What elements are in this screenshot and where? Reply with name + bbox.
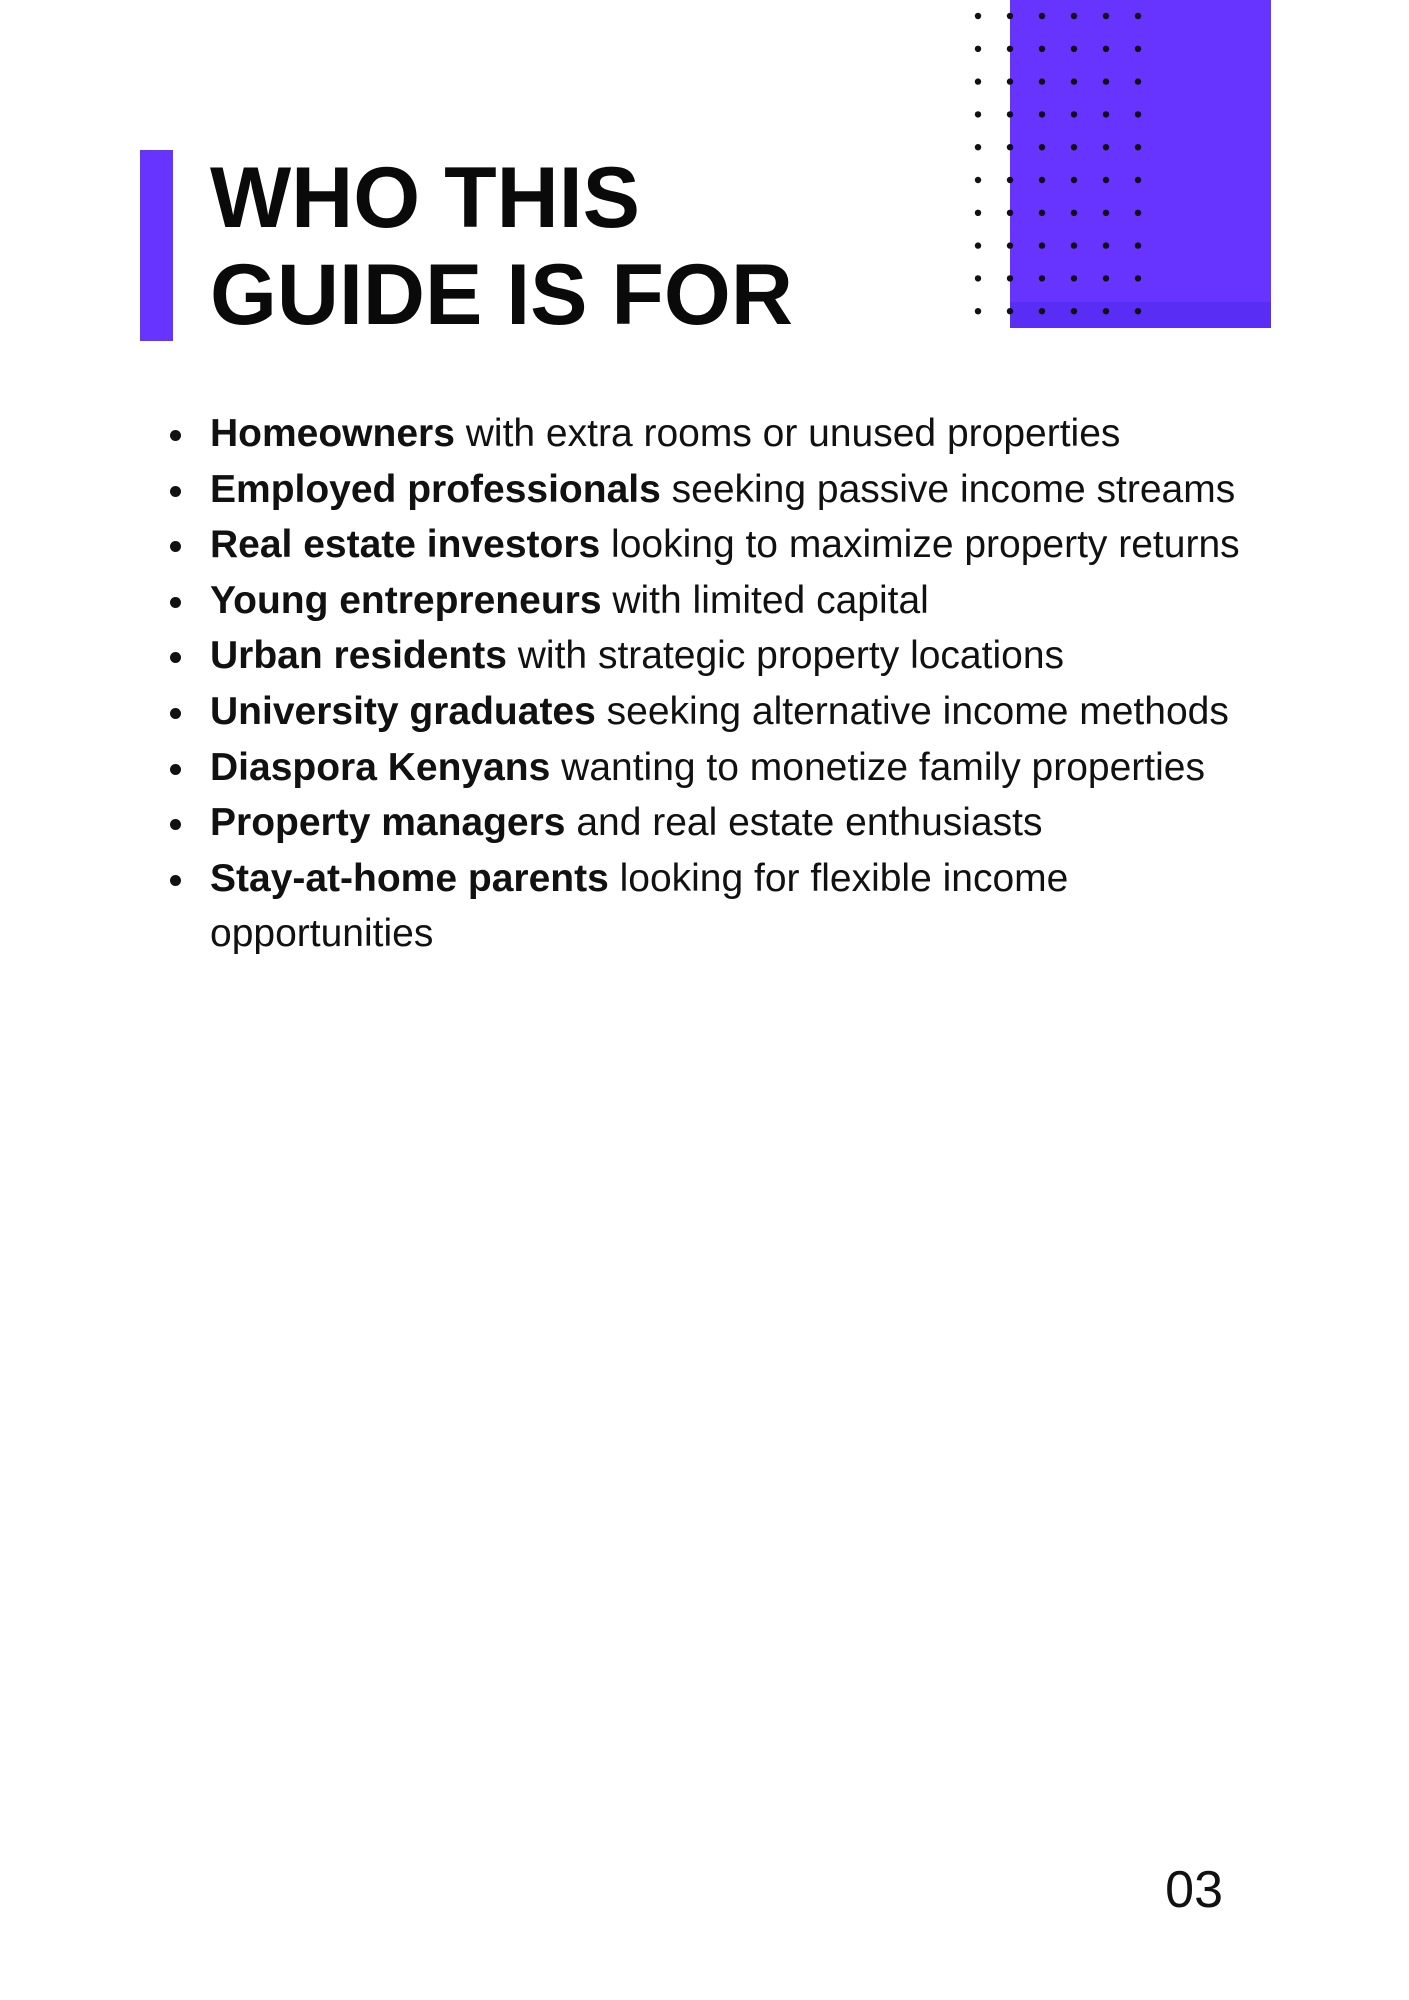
- grid-dot: [1071, 46, 1077, 52]
- grid-dot: [1135, 210, 1141, 216]
- list-item-bold: Urban residents: [210, 634, 507, 678]
- grid-dot: [1039, 13, 1045, 19]
- grid-dot: [1039, 210, 1045, 216]
- grid-dot: [1007, 308, 1013, 314]
- grid-dot: [1103, 13, 1109, 19]
- grid-dot: [1039, 275, 1045, 281]
- grid-dot: [1007, 242, 1013, 248]
- audience-list: [210, 406, 1340, 962]
- grid-dot: [1039, 144, 1045, 150]
- dot-grid-pattern: [972, 10, 1152, 322]
- list-item: [210, 573, 1340, 629]
- list-item-bold: Stay-at-home parents: [210, 856, 609, 900]
- grid-dot: [1007, 111, 1013, 117]
- list-item-text: with extra rooms or unused properties: [454, 412, 1121, 455]
- list-item-bold: University graduates: [210, 689, 596, 733]
- grid-dot: [1103, 210, 1109, 216]
- grid-dot: [1039, 46, 1045, 52]
- grid-dot: [1007, 210, 1013, 216]
- grid-dot: [1039, 78, 1045, 84]
- grid-dot: [1071, 275, 1077, 281]
- bullet-icon: [170, 819, 181, 830]
- list-item: [210, 684, 1340, 740]
- grid-dot: [1135, 177, 1141, 183]
- grid-dot: [975, 144, 981, 150]
- grid-dot: [1103, 242, 1109, 248]
- grid-dot: [975, 210, 981, 216]
- grid-dot: [1007, 144, 1013, 150]
- grid-dot: [975, 308, 981, 314]
- list-item: [210, 517, 1340, 573]
- list-item-bold: Employed professionals: [210, 467, 661, 511]
- grid-dot: [1007, 46, 1013, 52]
- grid-dot: [1039, 111, 1045, 117]
- bullet-icon: [170, 764, 181, 775]
- grid-dot: [1007, 177, 1013, 183]
- grid-dot: [1135, 275, 1141, 281]
- list-item: [210, 628, 1340, 684]
- list-item-text: and real estate enthusiasts: [565, 801, 1043, 845]
- bullet-icon: [170, 486, 181, 497]
- grid-dot: [1007, 13, 1013, 19]
- grid-dot: [1135, 78, 1141, 84]
- bullet-icon: [170, 541, 181, 552]
- list-item: [210, 851, 1115, 962]
- list-item: [210, 740, 1340, 796]
- grid-dot: [1103, 78, 1109, 84]
- list-item-text: seeking alternative income methods: [595, 689, 1229, 733]
- list-item-bold: Real estate investors: [210, 523, 601, 567]
- grid-dot: [1039, 242, 1045, 248]
- list-item-bold: Property managers: [210, 801, 566, 845]
- grid-dot: [1007, 275, 1013, 281]
- list-item-bold: Homeowners: [210, 412, 455, 455]
- grid-dot: [1135, 242, 1141, 248]
- grid-dot: [1103, 46, 1109, 52]
- grid-dot: [1135, 13, 1141, 19]
- list-item-text: seeking passive income streams: [660, 467, 1236, 511]
- bullet-icon: [170, 875, 181, 886]
- list-item-text: looking for flexible income opportunities: [210, 856, 1069, 956]
- grid-dot: [1039, 308, 1045, 314]
- grid-dot: [975, 242, 981, 248]
- page-title-line-1: WHO THIS: [210, 150, 640, 246]
- list-item-text: wanting to monetize family properties: [550, 745, 1205, 789]
- page-number: 03: [1165, 1861, 1223, 1919]
- grid-dot: [1135, 308, 1141, 314]
- page-title-line-2: GUIDE IS FOR: [210, 247, 793, 343]
- grid-dot: [1071, 242, 1077, 248]
- grid-dot: [975, 78, 981, 84]
- title-accent-bar: [140, 150, 173, 341]
- list-item: [210, 406, 1340, 462]
- list-item: [210, 795, 1340, 851]
- grid-dot: [975, 275, 981, 281]
- grid-dot: [1103, 144, 1109, 150]
- grid-dot: [1071, 177, 1077, 183]
- grid-dot: [1103, 275, 1109, 281]
- grid-dot: [1135, 111, 1141, 117]
- grid-dot: [1071, 13, 1077, 19]
- grid-dot: [1071, 210, 1077, 216]
- grid-dot: [1071, 78, 1077, 84]
- grid-dot: [1135, 144, 1141, 150]
- grid-dot: [1007, 78, 1013, 84]
- list-item-text: with strategic property locations: [506, 634, 1065, 678]
- grid-dot: [1039, 177, 1045, 183]
- grid-dot: [1071, 308, 1077, 314]
- grid-dot: [975, 13, 981, 19]
- list-item: [210, 462, 1340, 518]
- page-title: [210, 150, 793, 344]
- grid-dot: [1103, 111, 1109, 117]
- grid-dot: [975, 177, 981, 183]
- grid-dot: [1103, 177, 1109, 183]
- bullet-icon: [170, 652, 181, 663]
- grid-dot: [975, 111, 981, 117]
- list-item-bold: Diaspora Kenyans: [210, 745, 551, 789]
- list-item-bold: Young entrepreneurs: [210, 578, 602, 622]
- bullet-icon: [170, 430, 181, 441]
- bullet-icon: [170, 708, 181, 719]
- list-item-text: with limited capital: [601, 578, 929, 622]
- grid-dot: [1071, 144, 1077, 150]
- list-item-text: looking to maximize property returns: [600, 523, 1240, 567]
- bullet-icon: [170, 597, 181, 608]
- grid-dot: [1135, 46, 1141, 52]
- grid-dot: [1071, 111, 1077, 117]
- grid-dot: [1103, 308, 1109, 314]
- grid-dot: [975, 46, 981, 52]
